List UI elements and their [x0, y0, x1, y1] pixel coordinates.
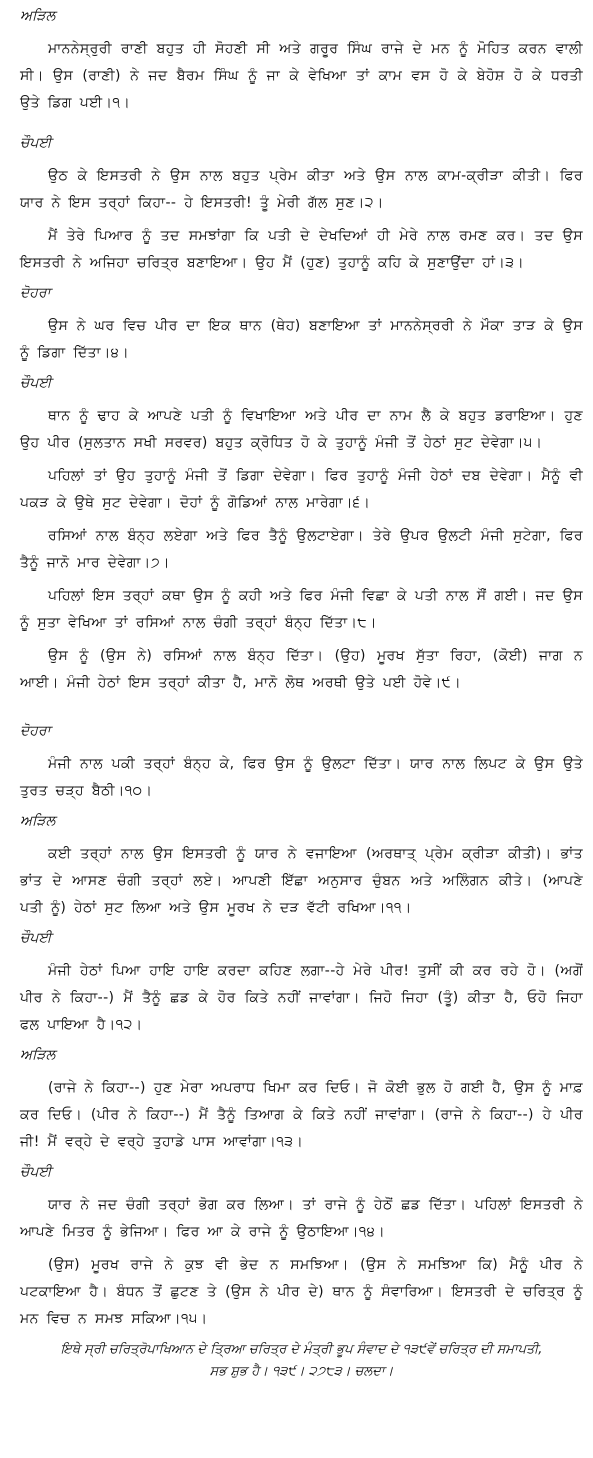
verse-section-7: [20, 928, 583, 1039]
verse-section-3: [20, 283, 583, 367]
verse-section-5: [20, 721, 583, 805]
colophon: [20, 1339, 583, 1383]
paragraph: ਉਠ ਕੇ ਇਸਤਰੀ ਨੇ ਉਸ ਨਾਲ ਬਹੁਤ ਪ੍ਰੇਮ ਕੀਤਾ ਅਤੇ ਉਸ ਨਾਲ ਕਾਮ-ਕ੍ਰੀੜਾ ਕੀਤੀ। ਫਿਰ ਯਾਰ ਨੇ ਇਸ ਤਰ੍ਹਾਂ ਕਿਹਾ-- ਹੇ ਇਸਤਰੀ! ਤੂੰ ਮੇਰੀ ਗੱਲ ਸੁਣ।੨।: [20, 168, 583, 211]
paragraph: ਥਾਨ ਨੂੰ ਢਾਹ ਕੇ ਆਪਣੇ ਪਤੀ ਨੂੰ ਵਿਖਾਇਆ ਅਤੇ ਪੀਰ ਦਾ ਨਾਮ ਲੈ ਕੇ ਬਹੁਤ ਡਰਾਇਆ। ਹੁਣ ਉਹ ਪੀਰ (ਸੁਲਤਾਨ ਸਖੀ ਸਰਵਰ) ਬਹੁਤ ਕ੍ਰੋਧਿਤ ਹੋ ਕੇ ਤੁਹਾਨੂੰ ਮੰਜੀ ਤੋਂ ਹੇਠਾਂ ਸੁਟ ਦੇਵੇਗਾ।੫।: [20, 408, 583, 451]
section-heading: ਅੜਿਲ: [20, 8, 56, 24]
verse-section-9: [20, 1162, 583, 1333]
section-heading: ਚੌਪਈ: [20, 135, 52, 151]
paragraph: ਮਾਨਨੇਸ੍ਰੁਰੀ ਰਾਣੀ ਬਹੁਤ ਹੀ ਸੋਹਣੀ ਸੀ ਅਤੇ ਗਰੂਰ ਸਿੰਘ ਰਾਜੇ ਦੇ ਮਨ ਨੂੰ ਮੋਹਿਤ ਕਰਨ ਵਾਲੀ ਸੀ। ਉਸ (ਰਾਣੀ) ਨੇ ਜਦ ਬੈਰਮ ਸਿੰਘ ਨੂੰ ਜਾ ਕੇ ਵੇਖਿਆ ਤਾਂ ਕਾਮ ਵਸ ਹੋ ਕੇ ਬੇਹੋਸ਼ ਹੋ ਕੇ ਧਰਤੀ ਉਤੇ ਡਿਗ ਪਈ।੧।: [20, 41, 583, 111]
verse-section-6: [20, 811, 583, 922]
section-heading: ਚੌਪਈ: [20, 375, 52, 391]
verse-section-8: [20, 1045, 583, 1156]
section-heading: ਦੋਹਰਾ: [20, 723, 51, 739]
section-heading: ਅੜਿਲ: [20, 813, 56, 829]
section-heading: ਚੌਪਈ: [20, 930, 52, 946]
verse-section-2: [20, 133, 583, 277]
paragraph: ਯਾਰ ਨੇ ਜਦ ਚੰਗੀ ਤਰ੍ਹਾਂ ਭੋਗ ਕਰ ਲਿਆ। ਤਾਂ ਰਾਜੇ ਨੂੰ ਹੇਠੋਂ ਛਡ ਦਿੱਤਾ। ਪਹਿਲਾਂ ਇਸਤਰੀ ਨੇ ਆਪਣੇ ਮਿਤਰ ਨੂੰ ਭੇਜਿਆ। ਫਿਰ ਆ ਕੇ ਰਾਜੇ ਨੂੰ ਉਠਾਇਆ।੧੪।: [20, 1197, 583, 1240]
paragraph: (ਉਸ) ਮੂਰਖ ਰਾਜੇ ਨੇ ਕੁਝ ਵੀ ਭੇਦ ਨ ਸਮਝਿਆ। (ਉਸ ਨੇ ਸਮਝਿਆ ਕਿ) ਮੈਨੂੰ ਪੀਰ ਨੇ ਪਟਕਾਇਆ ਹੈ। ਬੰਧਨ ਤੋਂ ਛੁਟਣ ਤੇ (ਉਸ ਨੇ ਪੀਰ ਦੇ) ਥਾਨ ਨੂੰ ਸੰਵਾਰਿਆ। ਇਸਤਰੀ ਦੇ ਚਰਿਤ੍ਰ ਨੂੰ ਮਨ ਵਿਚ ਨ ਸਮਝ ਸਕਿਆ।੧੫।: [20, 1257, 583, 1327]
paragraph: ਪਹਿਲਾਂ ਇਸ ਤਰ੍ਹਾਂ ਕਥਾ ਉਸ ਨੂੰ ਕਹੀ ਅਤੇ ਫਿਰ ਮੰਜੀ ਵਿਛਾ ਕੇ ਪਤੀ ਨਾਲ ਸੌਂ ਗਈ। ਜਦ ਉਸ ਨੂੰ ਸੁਤਾ ਵੇਖਿਆ ਤਾਂ ਰਸਿਆਂ ਨਾਲ ਚੰਗੀ ਤਰ੍ਹਾਂ ਬੰਨ੍ਹ ਦਿੱਤਾ।੮।: [20, 588, 583, 631]
paragraph: (ਰਾਜੇ ਨੇ ਕਿਹਾ--) ਹੁਣ ਮੇਰਾ ਅਪਰਾਧ ਖਿਮਾ ਕਰ ਦਿਓ। ਜੋ ਕੋਈ ਭੁਲ ਹੋ ਗਈ ਹੈ, ਉਸ ਨੂੰ ਮਾਫ਼ ਕਰ ਦਿਓ। (ਪੀਰ ਨੇ ਕਿਹਾ--) ਮੈਂ ਤੈਨੂੰ ਤਿਆਗ ਕੇ ਕਿਤੇ ਨਹੀਂ ਜਾਵਾਂਗਾ। (ਰਾਜੇ ਨੇ ਕਿਹਾ--) ਹੇ ਪੀਰ ਜੀ! ਮੈਂ ਵਰ੍ਹੇ ਦੇ ਵਰ੍ਹੇ ਤੁਹਾਡੇ ਪਾਸ ਆਵਾਂਗਾ।੧੩।: [20, 1080, 583, 1150]
paragraph: ਉਸ ਨੇ ਘਰ ਵਿਚ ਪੀਰ ਦਾ ਇਕ ਥਾਨ (ਥੇਹ) ਬਣਾਇਆ ਤਾਂ ਮਾਨਨੇਸ੍ਰਰੀ ਨੇ ਮੌਕਾ ਤਾੜ ਕੇ ਉਸ ਨੂੰ ਡਿਗਾ ਦਿੱਤਾ।੪।: [20, 318, 583, 361]
paragraph: ਪਹਿਲਾਂ ਤਾਂ ਉਹ ਤੁਹਾਨੂੰ ਮੰਜੀ ਤੋਂ ਡਿਗਾ ਦੇਵੇਗਾ। ਫਿਰ ਤੁਹਾਨੂੰ ਮੰਜੀ ਹੇਠਾਂ ਦਬ ਦੇਵੇਗਾ। ਮੈਨੂੰ ਵੀ ਪਕੜ ਕੇ ਉਥੇ ਸੁਟ ਦੇਵੇਗਾ। ਦੋਹਾਂ ਨੂੰ ਗੋਡਿਆਂ ਨਾਲ ਮਾਰੇਗਾ।੬।: [20, 468, 583, 511]
paragraph: ਮੰਜੀ ਨਾਲ ਪਕੀ ਤਰ੍ਹਾਂ ਬੰਨ੍ਹ ਕੇ, ਫਿਰ ਉਸ ਨੂੰ ਉਲਟਾ ਦਿੱਤਾ। ਯਾਰ ਨਾਲ ਲਿਪਟ ਕੇ ਉਸ ਉਤੇ ਤੁਰਤ ਚੜ੍ਹ ਬੈਠੀ।੧੦।: [20, 756, 583, 799]
paragraph: ਰਸਿਆਂ ਨਾਲ ਬੰਨ੍ਹ ਲਏਗਾ ਅਤੇ ਫਿਰ ਤੈਨੂੰ ਉਲਟਾਏਗਾ। ਤੇਰੇ ਉਪਰ ਉਲਟੀ ਮੰਜੀ ਸੁਟੇਗਾ, ਫਿਰ ਤੈਨੂੰ ਜਾਨੋ ਮਾਰ ਦੇਵੇਗਾ।੭।: [20, 528, 583, 571]
paragraph: ਉਸ ਨੂੰ (ਉਸ ਨੇ) ਰਸਿਆਂ ਨਾਲ ਬੰਨ੍ਹ ਦਿੱਤਾ। (ਉਹ) ਮੂਰਖ ਸੁੱਤਾ ਰਿਹਾ, (ਕੋਈ) ਜਾਗ ਨ ਆਈ। ਮੰਜੀ ਹੇਠਾਂ ਇਸ ਤਰ੍ਹਾਂ ਕੀਤਾ ਹੈ, ਮਾਨੋ ਲੋਥ ਅਰਥੀ ਉਤੇ ਪਈ ਹੋਵੇ।੯।: [20, 648, 583, 691]
verse-section-1: [20, 6, 583, 117]
paragraph: ਕਈ ਤਰ੍ਹਾਂ ਨਾਲ ਉਸ ਇਸਤਰੀ ਨੂੰ ਯਾਰ ਨੇ ਵਜਾਇਆ (ਅਰਥਾਤ੍ ਪ੍ਰੇਮ ਕ੍ਰੀੜਾ ਕੀਤੀ)। ਭਾਂਤ ਭਾਂਤ ਦੇ ਆਸਣ ਚੰਗੀ ਤਰ੍ਹਾਂ ਲਏ। ਆਪਣੀ ਇੱਛਾ ਅਨੁਸਾਰ ਚੁੰਬਨ ਅਤੇ ਅਲਿੰਗਨ ਕੀਤੇ। (ਆਪਣੇ ਪਤੀ ਨੂੰ) ਹੇਠਾਂ ਸੁਟ ਲਿਆ ਅਤੇ ਉਸ ਮੂਰਖ ਨੇ ਦੜ ਵੱਟੀ ਰਖਿਆ।੧੧।: [20, 846, 583, 916]
paragraph: ਮੰਜੀ ਹੇਠਾਂ ਪਿਆ ਹਾਇ ਹਾਇ ਕਰਦਾ ਕਹਿਣ ਲਗਾ--ਹੇ ਮੇਰੇ ਪੀਰ! ਤੁਸੀਂ ਕੀ ਕਰ ਰਹੇ ਹੋ। (ਅਗੋਂ ਪੀਰ ਨੇ ਕਿਹਾ--) ਮੈਂ ਤੈਨੂੰ ਛਡ ਕੇ ਹੋਰ ਕਿਤੇ ਨਹੀਂ ਜਾਵਾਂਗਾ। ਜਿਹੋ ਜਿਹਾ (ਤੂੰ) ਕੀਤਾ ਹੈ, ਓਹੋ ਜਿਹਾ ਫਲ ਪਾਇਆ ਹੈ।੧੨।: [20, 963, 583, 1033]
paragraph: ਮੈਂ ਤੇਰੇ ਪਿਆਰ ਨੂੰ ਤਦ ਸਮਝਾਂਗਾ ਕਿ ਪਤੀ ਦੇ ਦੇਖਦਿਆਂ ਹੀ ਮੇਰੇ ਨਾਲ ਰਮਣ ਕਰ। ਤਦ ਉਸ ਇਸਤਰੀ ਨੇ ਅਜਿਹਾ ਚਰਿਤ੍ਰ ਬਣਾਇਆ। ਉਹ ਮੈਂ (ਹੁਣ) ਤੁਹਾਨੂੰ ਕਹਿ ਕੇ ਸੁਣਾਉਂਦਾ ਹਾਂ।੩।: [20, 228, 583, 271]
colophon-line: ਸਭ ਸ਼ੁਭ ਹੈ। ੧੩੯। ੨੭੮੩। ਚਲਦਾ।: [209, 1364, 394, 1379]
section-heading: ਦੋਹਰਾ: [20, 285, 51, 301]
section-heading: ਅੜਿਲ: [20, 1047, 56, 1063]
colophon-line: ਇਥੇ ਸ੍ਰੀ ਚਰਿਤ੍ਰੋਪਾਖਿਆਨ ਦੇ ਤ੍ਰਿਆ ਚਰਿਤ੍ਰ ਦੇ ਮੰਤ੍ਰੀ ਭੂਪ ਸੰਵਾਦ ਦੇ ੧੩੯ਵੇਂ ਚਰਿਤ੍ਰ ਦੀ ਸਮਾਪਤੀ,: [60, 1342, 543, 1357]
verse-section-4: [20, 373, 583, 697]
section-heading: ਚੌਪਈ: [20, 1164, 52, 1180]
